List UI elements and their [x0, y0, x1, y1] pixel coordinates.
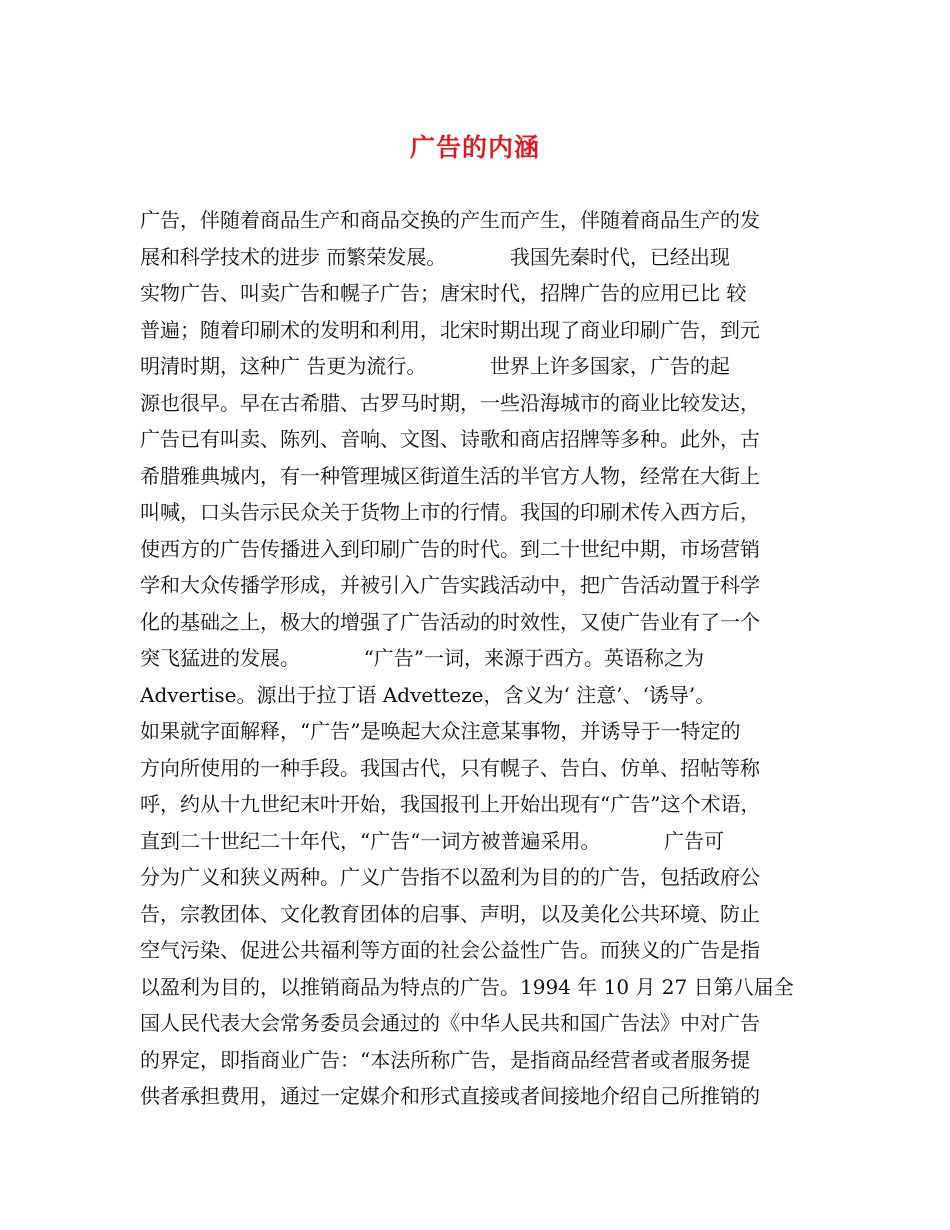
document-body — [140, 202, 820, 1115]
body-line: 明清时期，这种广 告更为流行。 世界上许多国家，广告的起 — [140, 354, 730, 378]
body-line: 直到二十世纪二十年代，“广告“一词方被普遍采用。 广告可 — [140, 828, 725, 853]
body-line: 供者承担费用，通过一定媒介和形式直接或者间接地介绍自己所推销的 — [140, 1084, 760, 1108]
body-line: 普遍；随着印刷术的发明和利用，北宋时期出现了商业印刷广告，到元 — [140, 317, 760, 342]
body-line: 使西方的广告传播进入到印刷广告的时代。到二十世纪中期，市场营销 — [140, 536, 760, 561]
body-line: 的界定，即指商业广告：“本法所称广告，是指商品经营者或者服务提 — [140, 1047, 751, 1072]
body-line: 呼，约从十九世纪末叶开始，我国报刊上开始出现有“广告”这个术语， — [140, 792, 761, 816]
body-line: 突飞猛进的发展。 “广告”一词，来源于西方。英语称之为 — [140, 646, 705, 670]
body-line: 展和科学技术的进步 而繁荣发展。 我国先秦时代，已经出现 — [140, 244, 730, 269]
body-line: 实物广告、叫卖广告和幌子广告；唐宋时代，招牌广告的应用已比 较 — [140, 281, 747, 305]
body-line: 国人民代表大会常务委员会通过的《中华人民共和国广告法》中对广告 — [140, 1011, 760, 1035]
body-line: 方向所使用的一种手段。我国古代，只有幌子、告白、仿单、招帖等称 — [140, 755, 760, 780]
body-line: 广告已有叫卖、陈列、音响、文图、诗歌和商店招牌等多种。此外，古 — [140, 427, 760, 451]
body-line: 分为广义和狭义两种。广义广告指不以盈利为目的的广告，包括政府公 — [140, 865, 760, 889]
body-line: 广告，伴随着商品生产和商品交换的产生而产生，伴随着商品生产的发 — [140, 208, 760, 232]
body-line: 叫喊，口头告示民众关于货物上市的行情。我国的印刷术传入西方后， — [140, 500, 760, 524]
body-line: 以盈利为目的，以推销商品为特点的广告。1994 年 10 月 27 日第八届全 — [140, 974, 794, 999]
document-title: 广告的内涵 — [409, 133, 540, 162]
body-line: 化的基础之上，极大的增强了广告活动的时效性，又使广告业有了一个 — [140, 609, 760, 634]
body-line: 源也很早。早在古希腊、古罗马时期，一些沿海城市的商业比较发达， — [140, 390, 760, 415]
body-line: 如果就字面解释，“广告”是唤起大众注意某事物，并诱导于一特定的 — [140, 719, 741, 743]
body-line: Advertise。源出于拉丁语 Advetteze，含义为‘ 注意’、‘诱导’。 — [140, 682, 716, 707]
body-line: 告，宗教团体、文化教育团体的启事、声明，以及美化公共环境、防止 — [140, 901, 760, 926]
body-line: 空气污染、促进公共福利等方面的社会公益性广告。而狭义的广告是指 — [140, 938, 760, 962]
body-line: 希腊雅典城内，有一种管理城区街道生活的半官方人物，经常在大街上 — [140, 463, 760, 488]
body-line: 学和大众传播学形成，并被引入广告实践活动中，把广告活动置于科学 — [140, 573, 760, 597]
